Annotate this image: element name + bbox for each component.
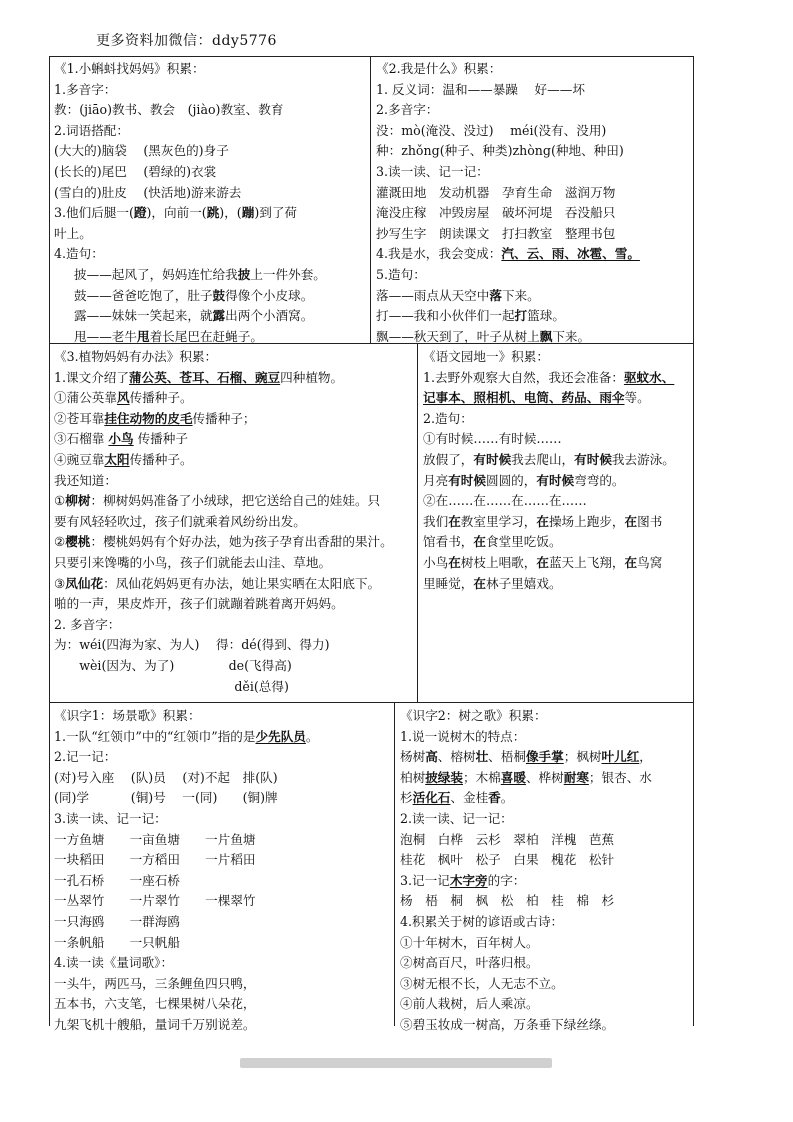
text-run: wèi(因为、为了) de(飞得高) xyxy=(54,657,292,673)
text-run: 甩——老牛 xyxy=(74,328,137,344)
text-run: 操场上跑步， xyxy=(548,513,625,529)
key-term: 在 xyxy=(536,513,549,529)
cell-line xyxy=(54,162,368,183)
cell-line xyxy=(54,224,368,245)
text-run: 打——我和小伙伴们一起 xyxy=(376,308,515,324)
text-run: 披——起风了，妈妈连忙给我 xyxy=(74,266,238,282)
text-run: 4.造句： xyxy=(54,246,104,262)
cell-line xyxy=(376,265,691,286)
text-run: 4.积累关于树的谚语或古诗： xyxy=(400,913,564,929)
text-run: 4.我是水，我会变成： xyxy=(376,246,502,262)
cell-line xyxy=(54,953,392,974)
text-run: 2.多音字： xyxy=(376,102,439,118)
key-term: 高 xyxy=(425,749,438,765)
text-run: 我还知道： xyxy=(54,472,117,488)
text-run: ：柳树妈妈准备了小绒球，把它送给自己的娃娃。只 xyxy=(90,493,381,509)
cell-line xyxy=(54,912,392,933)
text-run: 的字： xyxy=(487,872,526,888)
text-run: ①有时候……有时候…… xyxy=(423,431,562,447)
key-term: 少先队员 xyxy=(255,728,306,744)
text-run: 啪的一声，果皮炸开，孩子们就蹦着跳着离开妈妈。 xyxy=(54,596,344,612)
blurred-footer xyxy=(240,1058,552,1068)
key-term: 在 xyxy=(624,554,638,570)
text-run: 着长尾巴在赶蝇子。 xyxy=(149,328,263,344)
text-run: 传播种子 xyxy=(133,431,188,447)
note-cell-chinese-garden-1 xyxy=(423,347,691,700)
text-run: 《1.小蝌蚪找妈妈》积累： xyxy=(54,61,205,76)
cell-line xyxy=(54,532,415,553)
cell-line xyxy=(54,635,415,656)
cell-line xyxy=(400,747,691,768)
cell-line xyxy=(54,656,415,677)
cell-title xyxy=(376,59,691,80)
cell-line xyxy=(423,491,691,512)
text-run: 林子里嬉戏。 xyxy=(485,575,562,591)
note-cell-scene-song xyxy=(54,706,392,1032)
key-term: 挂住动物的皮毛 xyxy=(104,410,193,426)
key-term: 汽、云、雨、冰雹、雪。 xyxy=(501,246,640,262)
text-run: 种：zhǒng(种子、种类)zhòng(种地、种田) xyxy=(376,143,624,159)
text-run: )，向前一( xyxy=(146,205,207,221)
key-term: 驱蚊水、 xyxy=(623,369,675,385)
text-run: )到了荷 xyxy=(254,205,298,221)
cell-line xyxy=(54,788,392,809)
cell-line xyxy=(54,574,415,595)
text-run: 小鸟 xyxy=(423,554,449,570)
text-run: 、梧桐 xyxy=(488,749,526,765)
text-run: 2.读一读、记一记： xyxy=(400,810,513,826)
key-term: 飘 xyxy=(539,328,553,344)
text-run: 我们 xyxy=(423,513,449,529)
text-run: 3.读一读、记一记： xyxy=(376,163,489,179)
table-column-divider xyxy=(394,702,395,1026)
key-term: 在 xyxy=(536,554,549,570)
text-run: ③ xyxy=(54,575,66,591)
key-term: 有时候 xyxy=(574,451,612,467)
key-term: 像手掌 xyxy=(525,749,564,765)
text-run: 2.词语搭配： xyxy=(54,122,129,138)
cell-line xyxy=(54,768,392,789)
text-run: 上一件外套。 xyxy=(250,266,326,282)
key-term: 披绿装 xyxy=(425,769,463,785)
cell-line xyxy=(54,141,368,162)
text-run: 1.去野外观察大自然，我还会准备： xyxy=(423,369,624,385)
cell-title xyxy=(54,347,415,368)
cell-title xyxy=(54,706,392,727)
key-term: 有时候 xyxy=(473,451,512,467)
cell-line xyxy=(54,830,392,851)
table-border-right xyxy=(693,56,694,1026)
key-term: 壮 xyxy=(475,749,489,765)
text-run: ① xyxy=(54,493,66,509)
text-run: 里睡觉， xyxy=(423,575,474,591)
text-run: 1.多音字： xyxy=(54,81,117,97)
text-run: 3.记一记 xyxy=(400,872,450,888)
text-run: 杨 梧 桐 枫 松 柏 桂 棉 杉 xyxy=(400,893,615,909)
cell-line xyxy=(54,994,392,1015)
text-run: 杉 xyxy=(400,790,413,806)
text-run: 弯弯的。 xyxy=(574,472,625,488)
key-term: 有时候 xyxy=(448,472,486,488)
text-run: 露——妹妹一笑起来，就 xyxy=(74,308,213,324)
text-run: 九架飞机十艘船，量词千万别说差。 xyxy=(54,1016,256,1032)
text-run: 1.一队“红领巾”中的“红领巾”指的是 xyxy=(54,728,256,744)
cell-line xyxy=(54,933,392,954)
cell-line xyxy=(423,368,691,389)
cell-line xyxy=(400,912,691,933)
cell-line xyxy=(376,327,691,348)
text-run: 2.造句： xyxy=(423,410,473,426)
text-run: 叶上。 xyxy=(54,225,92,241)
cell-line xyxy=(54,450,415,471)
key-term: 蹦 xyxy=(241,205,255,221)
text-run: 传播种子； xyxy=(192,410,256,426)
text-run: 4.读一读《量词歌》： xyxy=(54,955,174,971)
text-run: ②在……在……在……在…… xyxy=(423,493,587,509)
cell-line xyxy=(54,100,368,121)
text-run: 5.造句： xyxy=(376,266,426,282)
text-run: (对)号入座 (队)员 (对)不起 排(队) xyxy=(54,769,278,785)
text-run: (雪白的)肚皮 (快活地)游来游去 xyxy=(54,184,242,200)
cell-line xyxy=(54,491,415,512)
cell-line xyxy=(54,594,415,615)
key-term: 凤仙花 xyxy=(65,575,104,591)
cell-line xyxy=(54,512,415,533)
cell-line xyxy=(400,933,691,954)
cell-line xyxy=(54,727,392,748)
notes-table xyxy=(49,56,694,1032)
cell-line xyxy=(400,1015,691,1036)
key-term: 喜暖 xyxy=(500,769,526,785)
cell-line xyxy=(54,203,368,224)
text-run: 下来。 xyxy=(552,328,591,344)
cell-line xyxy=(423,450,691,471)
key-term: 跳 xyxy=(206,205,220,221)
cell-line xyxy=(54,850,392,871)
cell-title xyxy=(54,59,368,80)
cell-line xyxy=(54,871,392,892)
key-term: 柳树 xyxy=(65,493,91,509)
text-run: 圆圆的， xyxy=(485,472,537,488)
key-term: 樱桃 xyxy=(65,534,91,550)
key-term: 耐寒 xyxy=(563,769,589,785)
cell-line xyxy=(376,306,691,327)
text-run: 教室里学习， xyxy=(460,513,537,529)
cell-line xyxy=(400,727,691,748)
text-run: 灌溉田地 发动机器 孕育生命 滋润万物 xyxy=(376,184,616,200)
note-cell-tree-song xyxy=(400,706,691,1032)
text-run: 教：(jiāo)教书、教会 (jiào)教室、教育 xyxy=(54,102,284,118)
text-run: 一块稻田 一方稻田 一片稻田 xyxy=(54,852,256,868)
key-term: 鼓 xyxy=(212,287,226,303)
cell-line xyxy=(54,286,368,307)
key-term: 在 xyxy=(448,513,461,529)
cell-line xyxy=(423,471,691,492)
cell-line xyxy=(423,512,691,533)
key-term: 落 xyxy=(489,287,502,303)
cell-line xyxy=(400,974,691,995)
text-run: 《语文园地一》积累： xyxy=(423,349,549,364)
key-term: 风 xyxy=(116,390,130,406)
cell-line xyxy=(54,265,368,286)
text-run: 《识字2：树之歌》积累： xyxy=(400,708,547,723)
text-run: 为：wéi(四海为家、为人) 得：dé(得到、得力) xyxy=(54,637,330,653)
text-run: 四种植物。 xyxy=(280,369,344,385)
text-run: ：樱桃妈妈有个好办法，她为孩子孕育出香甜的果汁。 xyxy=(90,534,393,550)
text-run: 飘——秋天到了，叶子从树上 xyxy=(376,328,540,344)
text-run: 树枝上唱歌， xyxy=(460,554,537,570)
cell-line xyxy=(400,871,691,892)
cell-line xyxy=(376,244,691,265)
cell-line xyxy=(54,183,368,204)
cell-line xyxy=(376,286,691,307)
page-header: 更多资料加微信：ddy5776 xyxy=(96,33,277,49)
text-run: 篮球。 xyxy=(527,308,565,324)
note-cell-plant-mothers xyxy=(54,347,415,700)
cell-line xyxy=(400,850,691,871)
cell-line xyxy=(54,368,415,389)
cell-line xyxy=(376,183,691,204)
note-cell-tadpole xyxy=(54,59,368,344)
cell-line xyxy=(54,553,415,574)
cell-line xyxy=(400,994,691,1015)
cell-line xyxy=(54,388,415,409)
cell-line xyxy=(54,80,368,101)
cell-line xyxy=(54,429,415,450)
cell-line xyxy=(376,80,691,101)
text-run: 放假了， xyxy=(423,451,474,467)
text-run: 2. 多音字： xyxy=(54,616,121,632)
text-run: 3.读一读、记一记： xyxy=(54,810,167,826)
cell-line xyxy=(54,471,415,492)
text-run: 《识字1：场景歌》积累： xyxy=(54,708,201,723)
text-run: 下来。 xyxy=(501,287,540,303)
cell-line xyxy=(54,327,368,348)
text-run: ；木棉 xyxy=(462,769,501,785)
text-run: ， xyxy=(639,749,652,765)
text-run: 落——雨点从天空中 xyxy=(376,287,490,303)
text-run: 出两个小酒窝。 xyxy=(225,308,314,324)
text-run: 一头牛，两匹马，三条鲤鱼四只鸭， xyxy=(54,975,256,991)
text-run: 要有风轻轻吹过，孩子们就乘着风纷纷出发。 xyxy=(54,513,306,529)
text-run: 得像个小皮球。 xyxy=(225,287,314,303)
text-run: 1.说一说树木的特点： xyxy=(400,728,526,744)
key-term: 打 xyxy=(514,308,528,324)
key-term: 活化石 xyxy=(412,790,451,806)
text-run: 食堂里吃饭。 xyxy=(485,534,562,550)
table-column-divider xyxy=(370,56,371,343)
text-run: 1.课文介绍了 xyxy=(54,369,129,385)
text-run: 等。 xyxy=(624,390,650,406)
cell-line xyxy=(54,677,415,698)
key-term: 露 xyxy=(212,308,226,324)
text-run: ④前人栽树，后人乘凉。 xyxy=(400,996,539,1012)
key-term: 在 xyxy=(473,534,486,550)
cell-line xyxy=(423,553,691,574)
text-run: )，( xyxy=(219,205,242,221)
cell-line xyxy=(54,809,392,830)
key-term: 记事本、照相机、电筒、药品、雨伞 xyxy=(423,390,625,406)
text-run: ；银杏、水 xyxy=(588,769,652,785)
text-run: ⑤碧玉妆成一树高，万条垂下绿丝绦。 xyxy=(400,1016,615,1032)
text-run: ①十年树木，百年树人。 xyxy=(400,934,539,950)
text-run: 《2.我是什么》积累： xyxy=(376,61,502,76)
text-run: 月亮 xyxy=(423,472,449,488)
text-run: 我去爬山， xyxy=(511,451,575,467)
table-border-left xyxy=(49,56,50,1026)
table-row-divider xyxy=(49,702,694,703)
text-run: 泡桐 白桦 云杉 翠柏 洋槐 芭蕉 xyxy=(400,831,615,847)
text-run: ：凤仙花妈妈更有办法，她让果实晒在太阳底下。 xyxy=(103,575,381,591)
text-run: 淹没庄稼 冲毁房屋 破坏河堤 吞没船只 xyxy=(376,205,616,221)
table-column-divider xyxy=(417,343,418,702)
cell-title xyxy=(400,706,691,727)
text-run: (大大的)脑袋 (黑灰色的)身子 xyxy=(54,143,229,159)
cell-line xyxy=(376,203,691,224)
cell-line xyxy=(400,788,691,809)
key-term: 在 xyxy=(448,554,461,570)
text-run: 杨树 xyxy=(400,749,426,765)
text-run: ④豌豆靠 xyxy=(54,451,105,467)
text-run: 一只海鸥 一群海鸥 xyxy=(54,913,180,929)
cell-line xyxy=(54,974,392,995)
table-border-top xyxy=(49,56,694,57)
text-run: 鸟窝 xyxy=(637,554,663,570)
text-run: 、榕树 xyxy=(437,749,476,765)
text-run: 、金桂 xyxy=(450,790,489,806)
cell-line xyxy=(400,809,691,830)
text-run: ；枫树 xyxy=(563,749,602,765)
cell-line xyxy=(54,306,368,327)
key-term: 在 xyxy=(624,513,638,529)
cell-line xyxy=(54,409,415,430)
text-run: děi(总得) xyxy=(54,678,289,694)
text-run: ② xyxy=(54,534,66,550)
text-run: 一条帆船 一只帆船 xyxy=(54,934,180,950)
text-run: 抄写生字 朗读课文 打扫教室 整理书包 xyxy=(376,225,616,241)
key-term: 在 xyxy=(473,575,486,591)
text-run: ②苍耳靠 xyxy=(54,410,105,426)
text-run: 《3.植物妈妈有办法》积累： xyxy=(54,349,218,364)
cell-line xyxy=(54,891,392,912)
text-run: 3.他们后腿一( xyxy=(54,205,134,221)
text-run: 。 xyxy=(305,728,319,744)
key-term: 叶儿红 xyxy=(601,749,640,765)
cell-line xyxy=(376,100,691,121)
text-run: 鼓——爸爸吃饱了，肚子 xyxy=(74,287,213,303)
key-term: 太阳 xyxy=(104,451,130,467)
cell-line xyxy=(54,747,392,768)
text-run: ③树无根不长，人无志不立。 xyxy=(400,975,564,991)
key-term: 有时候 xyxy=(536,472,575,488)
text-run: 我去游泳。 xyxy=(611,451,675,467)
text-run: 一方鱼塘 一亩鱼塘 一片鱼塘 xyxy=(54,831,256,847)
key-term: 蹬 xyxy=(133,205,147,221)
cell-line xyxy=(54,121,368,142)
cell-line xyxy=(54,1015,392,1036)
cell-line xyxy=(400,953,691,974)
cell-line xyxy=(423,532,691,553)
text-run: 2.记一记： xyxy=(54,749,117,765)
key-term: 披 xyxy=(237,266,251,282)
text-run: ③石榴靠 xyxy=(54,431,109,447)
text-run: 一孔石桥 一座石桥 xyxy=(54,872,180,888)
cell-line xyxy=(423,409,691,430)
text-run: ②树高百尺，叶落归根。 xyxy=(400,955,539,971)
cell-line xyxy=(54,615,415,636)
cell-title xyxy=(423,347,691,368)
text-run: 没：mò(淹没、没过) méi(没有、没用) xyxy=(376,122,607,138)
cell-line xyxy=(376,141,691,162)
cell-line xyxy=(423,429,691,450)
note-cell-what-am-i xyxy=(376,59,691,344)
text-run: 蓝天上飞翔， xyxy=(548,554,625,570)
text-run: (同)学 (铜)号 一(同) (铜)牌 xyxy=(54,790,278,806)
cell-line xyxy=(54,244,368,265)
cell-line xyxy=(400,891,691,912)
key-term: 香 xyxy=(488,790,501,806)
text-run: 五本书，六支笔，七棵果树八朵花， xyxy=(54,996,256,1012)
text-run: 1. 反义词：温和——暴躁 好——坏 xyxy=(376,81,585,97)
cell-line xyxy=(376,224,691,245)
text-run: 图书 xyxy=(637,513,663,529)
text-run: 馆看书， xyxy=(423,534,474,550)
text-run: 一丛翠竹 一片翠竹 一棵翠竹 xyxy=(54,893,256,909)
text-run: 柏树 xyxy=(400,769,426,785)
cell-line xyxy=(423,388,691,409)
text-run: 桂花 枫叶 松子 白果 槐花 松针 xyxy=(400,852,615,868)
text-run: 只要引来馋嘴的小鸟，孩子们就能去山洼、草地。 xyxy=(54,554,332,570)
cell-line xyxy=(400,768,691,789)
cell-line xyxy=(423,574,691,595)
key-term: 小鸟 xyxy=(108,431,134,447)
key-term: 甩 xyxy=(136,328,150,344)
text-run: ①蒲公英靠 xyxy=(54,390,117,406)
cell-line xyxy=(400,830,691,851)
key-term: 木字旁 xyxy=(449,872,488,888)
key-term: 蒲公英、苍耳、石榴、豌豆 xyxy=(129,369,281,385)
text-run: 、桦树 xyxy=(525,769,564,785)
text-run: 传播种子。 xyxy=(129,390,193,406)
text-run: 传播种子。 xyxy=(129,451,193,467)
cell-line xyxy=(376,121,691,142)
text-run: (长长的)尾巴 (碧绿的)衣裳 xyxy=(54,163,217,179)
cell-line xyxy=(376,162,691,183)
text-run: 。 xyxy=(500,790,514,806)
